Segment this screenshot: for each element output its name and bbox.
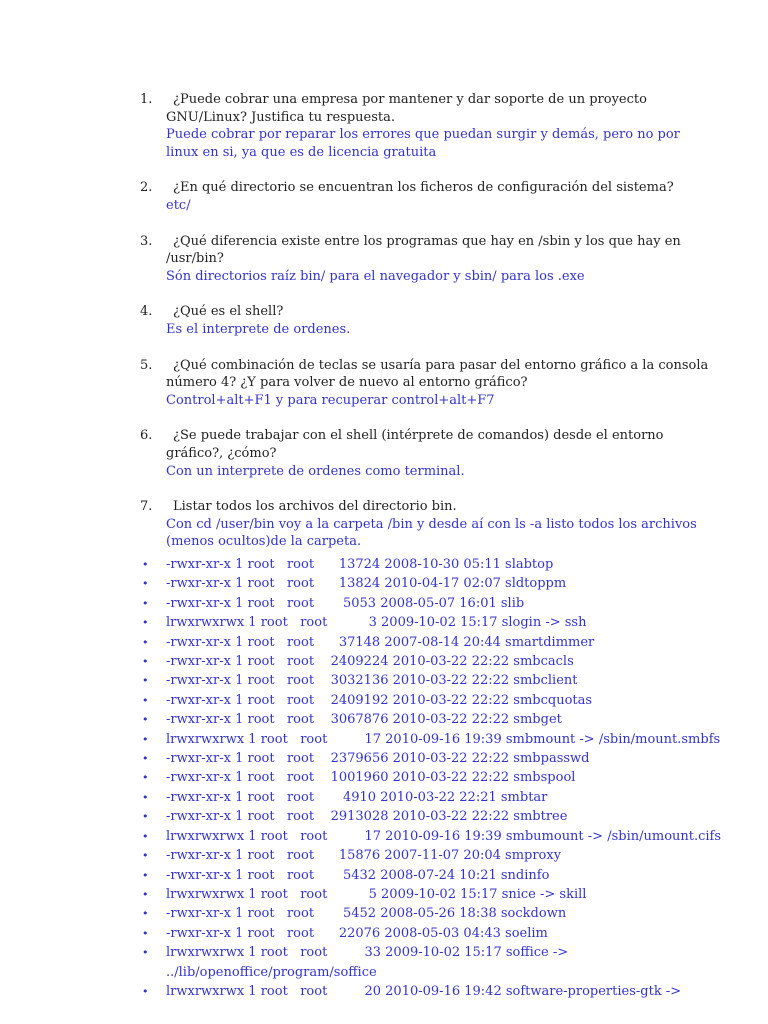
bullet-icon: • (142, 732, 149, 746)
bullet-icon: • (142, 577, 149, 591)
question-text: ¿Qué es el shell? (173, 304, 284, 320)
listing-item (140, 768, 720, 787)
listing-text: -rwxr-xr-x 1 root root 2379656 2010-03-22 22:22 smbpasswd (166, 751, 590, 767)
question-number: 5. (140, 357, 153, 373)
question-number: 3. (140, 233, 153, 249)
bullet-icon: • (142, 810, 149, 824)
listing-item (140, 574, 720, 593)
listing-text: -rwxr-xr-x 1 root root 22076 2008-05-03 04:43 soelim (166, 925, 548, 941)
question-item (140, 91, 710, 161)
answer-text: Con cd /user/bin voy a la carpeta /bin y desde aí con ls -a listo todos los archivos (menos ocultos)de la carpeta. (166, 516, 697, 550)
bullet-icon: • (142, 926, 149, 940)
answer-text: Con un interprete de ordenes como terminal. (166, 463, 465, 479)
answer-text: Control+alt+F1 y para recuperar control+alt+F7 (166, 392, 495, 408)
question-item (140, 357, 710, 410)
listing-item (140, 594, 720, 613)
listing-text: lrwxrwxrwx 1 root root 33 2009-10-02 15:17 soffice -> ../lib/openoffice/program/soffice (166, 945, 569, 980)
listing-text: -rwxr-xr-x 1 root root 13824 2010-04-17 02:07 sldtoppm (166, 576, 567, 592)
listing-item (140, 652, 720, 671)
bullet-icon: • (142, 790, 149, 804)
listing-item (140, 633, 720, 652)
listing-text: lrwxrwxrwx 1 root root 20 2010-09-16 19:42 software-properties-gtk -> (166, 983, 682, 999)
listing-item (140, 827, 720, 846)
bullet-icon: • (142, 752, 149, 766)
listing-text: -rwxr-xr-x 1 root root 5053 2008-05-07 16:01 slib (166, 595, 525, 611)
question-number: 6. (140, 428, 153, 444)
bullet-icon: • (142, 616, 149, 630)
question-number: 7. (140, 499, 153, 515)
listing-item (140, 982, 720, 1001)
bullet-icon: • (142, 946, 149, 960)
question-item (140, 303, 710, 338)
question-text: ¿En qué directorio se encuentran los ficheros de configuración del sistema? (173, 180, 674, 196)
listing-text: -rwxr-xr-x 1 root root 1001960 2010-03-22 22:22 smbspool (166, 770, 576, 786)
listing-item (140, 671, 720, 690)
listing-item (140, 555, 720, 574)
bullet-icon: • (142, 596, 149, 610)
bullet-icon: • (142, 635, 149, 649)
listing-item (140, 943, 720, 982)
listing-text: lrwxrwxrwx 1 root root 17 2010-09-16 19:39 smbumount -> /sbin/umount.cifs (166, 828, 722, 844)
question-text: ¿Se puede trabajar con el shell (intérprete de comandos) desde el entorno gráfico?, ¿cómo? (166, 428, 664, 461)
bullet-icon: • (142, 829, 149, 843)
question-number: 2. (140, 180, 153, 196)
listing-item (140, 691, 720, 710)
bullet-icon: • (142, 693, 149, 707)
question-text: Listar todos los archivos del directorio bin. (173, 499, 457, 515)
bullet-icon: • (142, 771, 149, 785)
bullet-icon: • (142, 713, 149, 727)
bullet-icon: • (142, 558, 149, 571)
bullet-icon: • (142, 868, 149, 882)
listing-text: -rwxr-xr-x 1 root root 15876 2007-11-07 20:04 smproxy (166, 848, 562, 864)
listing-text: -rwxr-xr-x 1 root root 37148 2007-08-14 20:44 smartdimmer (166, 634, 595, 650)
listing-item (140, 749, 720, 768)
bullet-icon: • (142, 849, 149, 863)
listing-text: -rwxr-xr-x 1 root root 2409192 2010-03-22 22:22 smbcquotas (166, 692, 593, 708)
question-number: 1. (140, 92, 153, 107)
listing-item (140, 730, 720, 749)
bullet-icon: • (142, 907, 149, 921)
question-item (140, 498, 710, 551)
answer-text: Són directorios raíz bin/ para el navegador y sbin/ para los .exe (166, 268, 585, 284)
listing-text: -rwxr-xr-x 1 root root 5452 2008-05-26 18:38 sockdown (166, 906, 567, 922)
question-item (140, 233, 710, 286)
bullet-icon: • (142, 674, 149, 688)
question-item (140, 427, 710, 480)
listing-item (140, 904, 720, 923)
listing-text: -rwxr-xr-x 1 root root 13724 2008-10-30 05:11 slabtop (166, 557, 554, 572)
listing-item (140, 613, 720, 632)
listing-text: -rwxr-xr-x 1 root root 2409224 2010-03-22 22:22 smbcacls (166, 654, 574, 670)
answer-text: Puede cobrar por reparar los errores que puedan surgir y demás, pero no por linux en si, ya que es de licencia gratuita (166, 127, 680, 160)
question-number: 4. (140, 304, 153, 320)
listing-item (140, 846, 720, 865)
listing-text: -rwxr-xr-x 1 root root 5432 2008-07-24 10:21 sndinfo (166, 867, 550, 883)
answer-text: Es el interprete de ordenes. (166, 321, 351, 337)
listing-text: -rwxr-xr-x 1 root root 3067876 2010-03-22 22:22 smbget (166, 712, 562, 728)
question-text: ¿Puede cobrar una empresa por mantener y dar soporte de un proyecto GNU/Linux? Justifica tu respuesta. (166, 92, 647, 125)
listing-text: lrwxrwxrwx 1 root root 17 2010-09-16 19:39 smbmount -> /sbin/mount.smbfs (166, 731, 721, 747)
listing-text: -rwxr-xr-x 1 root root 2913028 2010-03-22 22:22 smbtree (166, 809, 568, 825)
question-text: ¿Qué combinación de teclas se usaría para pasar del entorno gráfico a la consola número 4? ¿Y para volver de nuevo al entorno gráfico? (166, 357, 709, 391)
answer-text: etc/ (166, 197, 191, 213)
question-list (140, 91, 710, 569)
listing-text: lrwxrwxrwx 1 root root 3 2009-10-02 15:17 slogin -> ssh (166, 615, 587, 631)
question-item (140, 179, 710, 214)
listing-item (140, 807, 720, 826)
listing-item (140, 924, 720, 943)
listing-item (140, 885, 720, 904)
listing-item (140, 866, 720, 885)
listing-text: lrwxrwxrwx 1 root root 5 2009-10-02 15:17 snice -> skill (166, 886, 587, 902)
listing-item (140, 710, 720, 729)
bullet-icon: • (142, 887, 149, 901)
bullet-icon: • (142, 655, 149, 669)
listing-text: -rwxr-xr-x 1 root root 4910 2010-03-22 22:21 smbtar (166, 789, 548, 805)
question-text: ¿Qué diferencia existe entre los programas que hay en /sbin y los que hay en /usr/bin? (166, 233, 681, 267)
file-listing (140, 555, 720, 1001)
bullet-icon: • (142, 984, 149, 998)
listing-item (140, 788, 720, 807)
listing-text: -rwxr-xr-x 1 root root 3032136 2010-03-22 22:22 smbclient (166, 673, 578, 689)
